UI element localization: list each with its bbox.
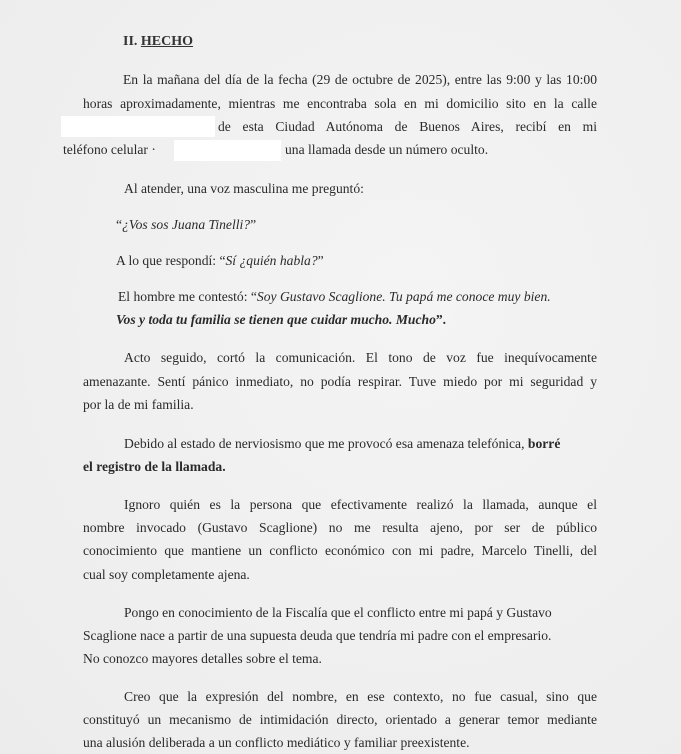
paragraph-10-line-3: una alusión deliberada a un conflicto mediático y familiar preexistente.: [83, 735, 470, 750]
response-lead: A lo que respondí: “: [116, 253, 226, 268]
section-title: HECHO: [140, 34, 194, 49]
quoted-response: Sí ¿quién habla?: [225, 253, 318, 268]
paragraph-1-line-4a: teléfono celular ·: [63, 142, 156, 157]
reply-lead: El hombre me contestó: “: [118, 289, 257, 304]
open-quote: “: [116, 217, 123, 232]
section-number: II.: [123, 34, 138, 49]
quoted-threat-part-1: Soy Gustavo Scaglione. Tu papá me conoce muy bien.: [256, 289, 551, 304]
paragraph-8-line-4: cual soy completamente ajena.: [83, 567, 250, 582]
paragraph-1-line-4b: una llamada desde un número oculto.: [285, 142, 489, 157]
paragraph-5-line-1: [118, 289, 551, 305]
paragraph-6-line-2: amenazante. Sentí pánico inmediato, no podía respirar. Tuve miedo por mi seguridad y: [83, 374, 597, 389]
paragraph-8-line-3: conocimiento que mantiene un conflicto económico con mi padre, Marcelo Tinelli, del: [83, 543, 597, 558]
paragraph-1-line-2: horas aproximadamente, mientras me encontraba sola en mi domicilio sito en la calle: [83, 96, 597, 111]
close-quote: ”.: [435, 312, 447, 327]
section-heading: [123, 34, 193, 50]
redacted-address-box: [61, 116, 215, 137]
quoted-threat-part-2: Vos y toda tu familia se tienen que cuidar mucho. Mucho: [116, 312, 436, 327]
paragraph-4-response: [116, 253, 324, 269]
close-quote: ”: [250, 217, 257, 232]
paragraph-7-line-1: [124, 436, 560, 452]
paragraph-7-text: Debido al estado de nerviosismo que me provocó esa amenaza telefónica,: [124, 436, 525, 451]
paragraph-9-line-1: Pongo en conocimiento de la Fiscalía que el conflicto entre mi papá y Gustavo: [124, 605, 552, 620]
redacted-phone-box: [174, 140, 281, 161]
paragraph-7-bold-end: el registro de la llamada.: [83, 459, 226, 474]
quoted-question: ¿Vos sos Juana Tinelli?: [122, 217, 251, 232]
close-quote: ”: [317, 253, 324, 268]
paragraph-10-line-2: constituyó un mecanismo de intimidación directo, orientado a generar temor mediante: [83, 712, 597, 727]
paragraph-5-line-2: [116, 312, 446, 328]
paragraph-7-line-2: [83, 459, 226, 475]
paragraph-6-line-1: Acto seguido, cortó la comunicación. El tono de voz fue inequívocamente: [124, 350, 597, 365]
paragraph-10-line-1: Creo que la expresión del nombre, en ese contexto, no fue casual, sino que: [124, 689, 597, 704]
paragraph-1-line-3: de esta Ciudad Autónoma de Buenos Aires, recibí en mi: [218, 119, 597, 134]
paragraph-1-line-1: En la mañana del día de la fecha (29 de octubre de 2025), entre las 9:00 y las 10:00: [123, 72, 597, 87]
paragraph-9-line-3: No conozco mayores detalles sobre el tema.: [83, 651, 322, 666]
paragraph-8-line-2: nombre invocado (Gustavo Scaglione) no me resulta ajeno, por ser de público: [83, 520, 597, 535]
paragraph-9-line-2: Scaglione nace a partir de una supuesta deuda que tendría mi padre con el empresario.: [83, 628, 552, 643]
paragraph-8-line-1: Ignoro quién es la persona que efectivamente realizó la llamada, aunque el: [124, 497, 597, 512]
paragraph-3-quote: [116, 217, 256, 233]
paragraph-6-line-3: por la de mi familia.: [83, 397, 194, 412]
paragraph-2: Al atender, una voz masculina me preguntó:: [124, 181, 364, 196]
paragraph-7-bold-start: borré: [527, 436, 561, 451]
